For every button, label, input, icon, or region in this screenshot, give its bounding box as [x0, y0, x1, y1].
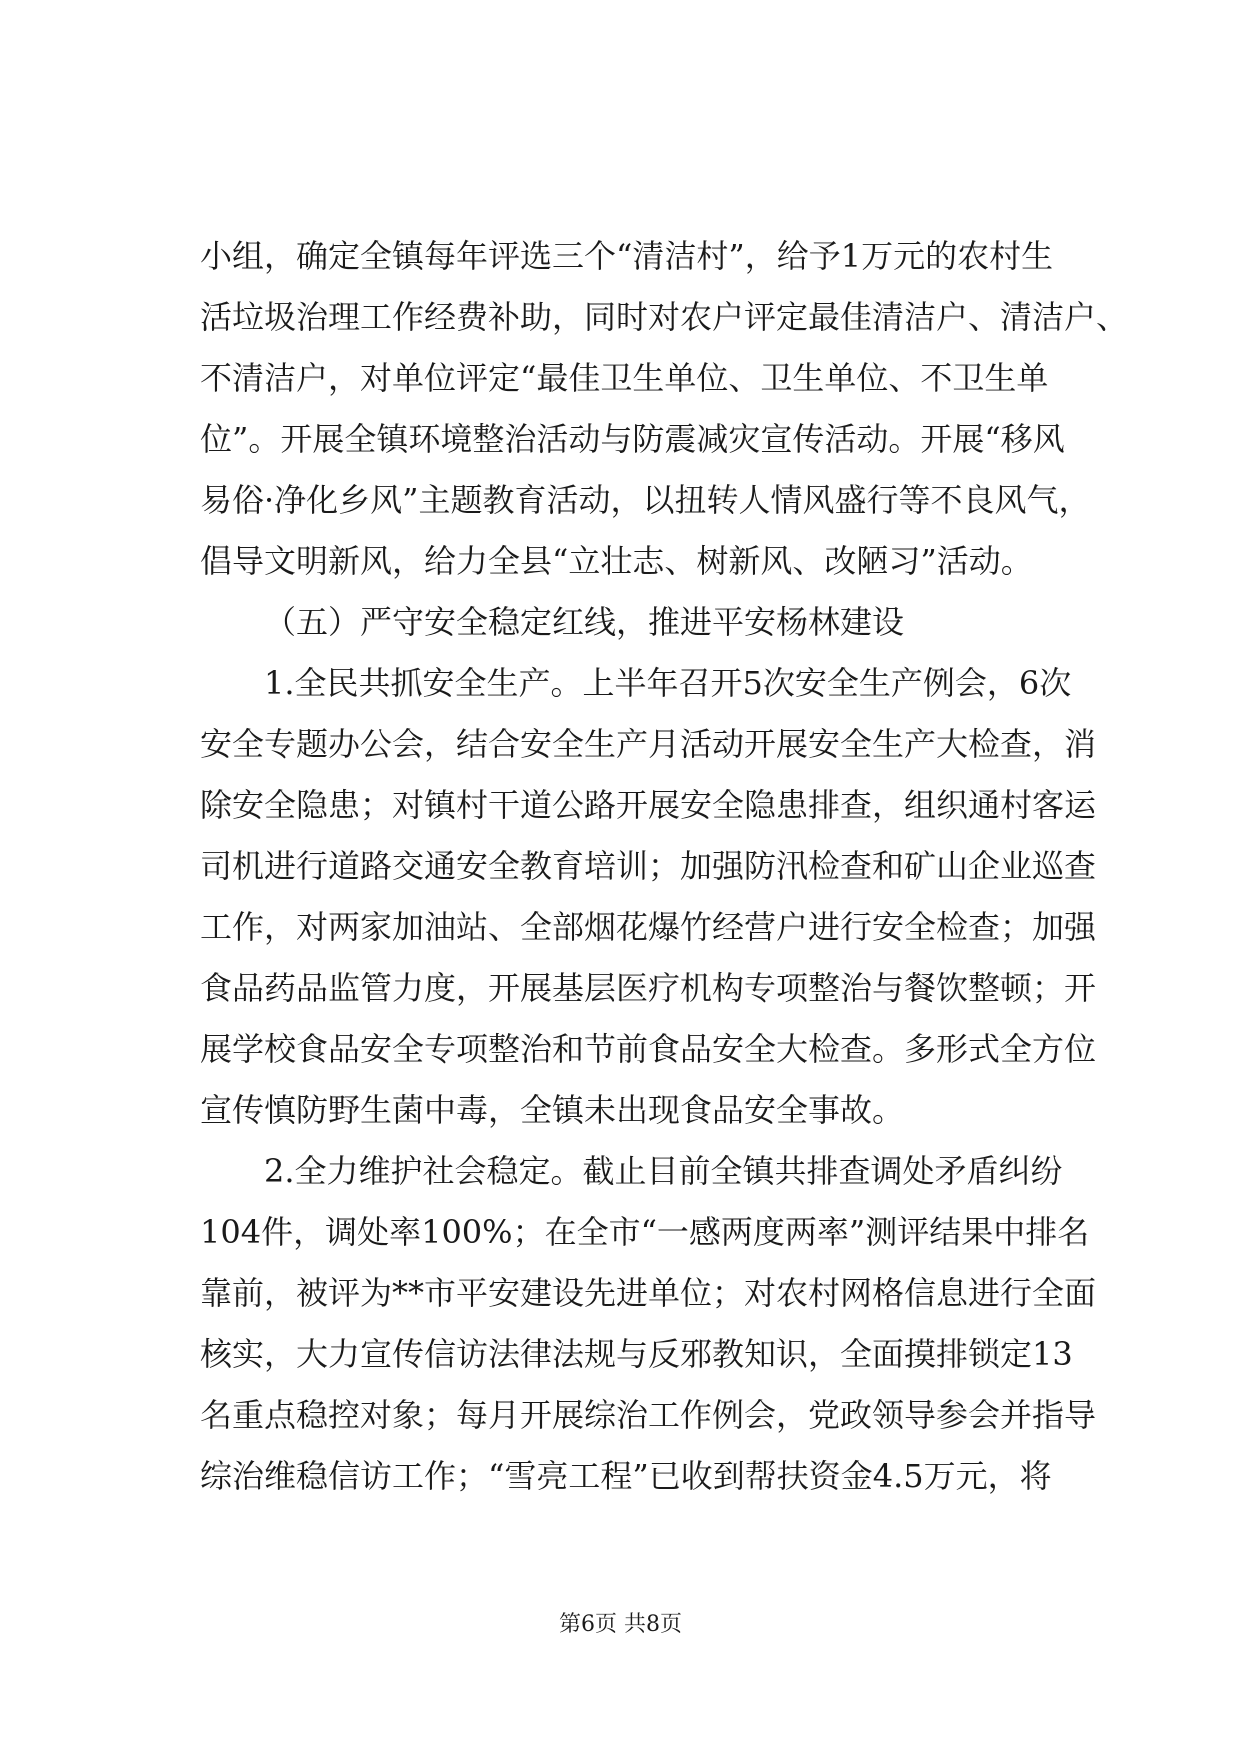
text-line: 活垃圾治理工作经费补助，同时对农户评定最佳清洁户、清洁户、	[200, 298, 1129, 336]
page-number-footer: 第6页 共8页	[559, 1612, 682, 1637]
text-line: 名重点稳控对象；每月开展综治工作例会，党政领导参会并指导	[200, 1396, 1097, 1434]
text-line: 展学校食品安全专项整治和节前食品安全大检查。多形式全方位	[200, 1030, 1097, 1068]
text-line: 小组，确定全镇每年评选三个“清洁村”，给予1万元的农村生	[200, 237, 1054, 275]
text-line: 倡导文明新风，给力全县“立壮志、树新风、改陋习”活动。	[200, 542, 1033, 580]
section-heading: （五）严守安全稳定红线，推进平安杨林建设	[264, 603, 905, 641]
text-line: 核实，大力宣传信访法律法规与反邪教知识，全面摸排锁定13	[200, 1335, 1073, 1373]
text-line: 位”。开展全镇环境整治活动与防震减灾宣传活动。开展“移风	[200, 420, 1065, 458]
paragraph-first-line: 2.全力维护社会稳定。截止目前全镇共排查调处矛盾纠纷	[264, 1152, 1063, 1190]
text-line: 食品药品监管力度，开展基层医疗机构专项整治与餐饮整顿；开	[200, 969, 1097, 1007]
text-line: 宣传慎防野生菌中毒，全镇未出现食品安全事故。	[200, 1091, 905, 1129]
paragraph-first-line: 1.全民共抓安全生产。上半年召开5次安全生产例会，6次	[264, 664, 1072, 702]
text-line: 除安全隐患；对镇村干道公路开展安全隐患排查，组织通村客运	[200, 786, 1097, 824]
text-line: 司机进行道路交通安全教育培训；加强防汛检查和矿山企业巡查	[200, 847, 1097, 885]
text-line: 工作，对两家加油站、全部烟花爆竹经营户进行安全检查；加强	[200, 908, 1097, 946]
text-line: 104件，调处率100%；在全市“一感两度两率”测评结果中排名	[200, 1213, 1090, 1251]
document-body	[200, 226, 1129, 1507]
text-line: 易俗·净化乡风”主题教育活动，以扭转人情风盛行等不良风气，	[200, 481, 1091, 519]
text-line: 综治维稳信访工作；“雪亮工程”已收到帮扶资金4.5万元，将	[200, 1457, 1052, 1495]
text-line: 靠前，被评为**市平安建设先进单位；对农村网格信息进行全面	[200, 1274, 1097, 1312]
text-line: 不清洁户，对单位评定“最佳卫生单位、卫生单位、不卫生单	[200, 359, 1049, 397]
text-line: 安全专题办公会，结合安全生产月活动开展安全生产大检查，消	[200, 725, 1097, 763]
